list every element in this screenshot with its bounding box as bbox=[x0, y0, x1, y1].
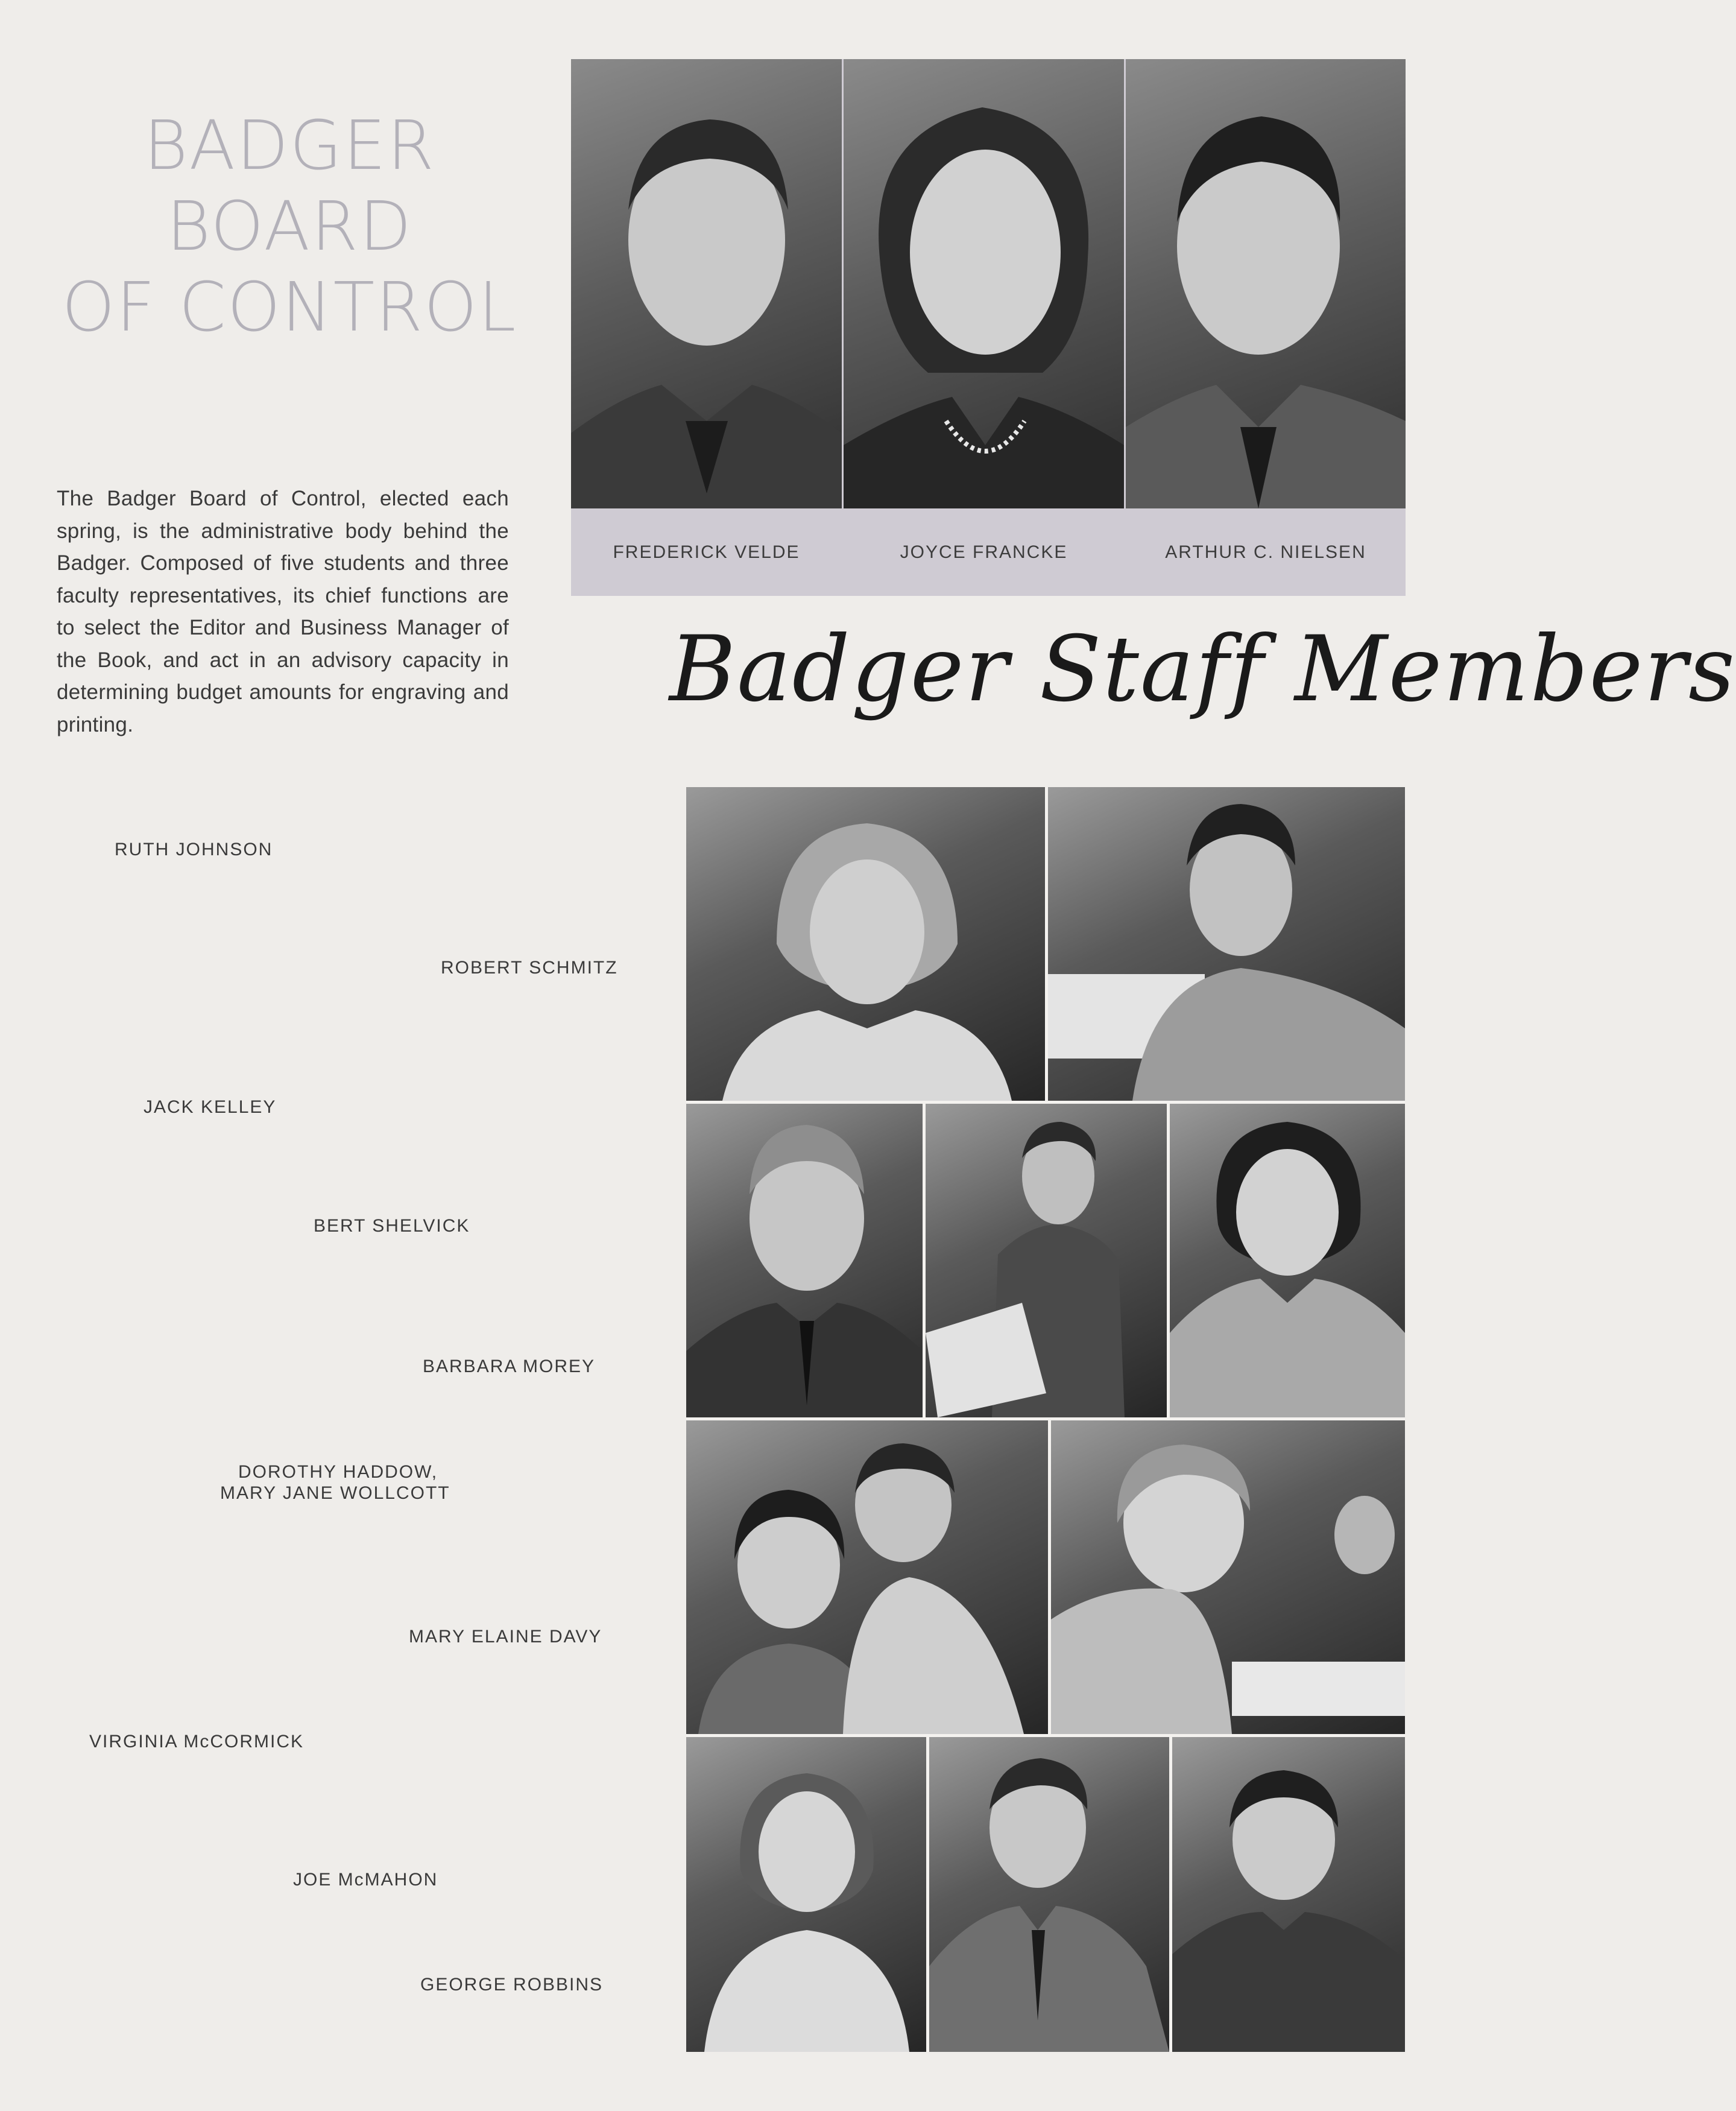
staff-photo bbox=[926, 1104, 1167, 1417]
staff-photo bbox=[1051, 1420, 1405, 1734]
staff-name: DOROTHY HADDOW, bbox=[238, 1462, 438, 1482]
board-portrait-photo bbox=[571, 59, 842, 508]
staff-photo bbox=[686, 787, 1045, 1101]
staff-name: RUTH JOHNSON bbox=[115, 840, 273, 859]
staff-photo-grid bbox=[686, 787, 1405, 2052]
board-member-name: ARTHUR C. NIELSEN bbox=[1165, 542, 1366, 562]
staff-photo bbox=[1048, 787, 1405, 1101]
staff-name: MARY ELAINE DAVY bbox=[409, 1627, 602, 1647]
staff-name: VIRGINIA McCORMICK bbox=[89, 1732, 305, 1752]
board-photo-panel bbox=[571, 59, 1406, 596]
staff-name: JOE McMAHON bbox=[293, 1870, 438, 1890]
staff-photo bbox=[686, 1104, 923, 1417]
staff-photo bbox=[929, 1737, 1169, 2052]
staff-name: MARY JANE WOLLCOTT bbox=[220, 1483, 450, 1503]
heading-line: BADGER bbox=[144, 107, 435, 185]
board-member-name: FREDERICK VELDE bbox=[613, 542, 800, 562]
staff-name: JACK KELLEY bbox=[144, 1097, 277, 1117]
staff-name: BARBARA MOREY bbox=[423, 1356, 596, 1376]
staff-section-title: Badger Staff Members bbox=[669, 617, 1736, 722]
board-caption-band bbox=[571, 508, 1406, 596]
page-heading bbox=[24, 106, 555, 348]
staff-photo bbox=[686, 1737, 926, 2052]
board-portrait-photo bbox=[1126, 59, 1406, 508]
board-member-name: JOYCE FRANCKE bbox=[900, 542, 1068, 562]
staff-name: ROBERT SCHMITZ bbox=[441, 958, 618, 978]
board-portrait-photo bbox=[844, 59, 1124, 508]
heading-line: BOARD bbox=[166, 188, 413, 266]
staff-name: GEORGE ROBBINS bbox=[420, 1975, 604, 1995]
staff-photo bbox=[1170, 1104, 1405, 1417]
staff-photo bbox=[1172, 1737, 1405, 2052]
staff-name: BERT SHELVICK bbox=[314, 1216, 470, 1236]
staff-photo bbox=[686, 1420, 1048, 1734]
intro-paragraph: The Badger Board of Control, elected each spring, is the administrative body behind the Badger. Composed of five students and three faculty representatives, its chief functions are to select the Editor and Business Manager of the Book, and act in an advisory capacity in determining budget amounts for engraving and printing. bbox=[57, 487, 509, 736]
heading-line: OF CONTROL bbox=[62, 268, 517, 347]
